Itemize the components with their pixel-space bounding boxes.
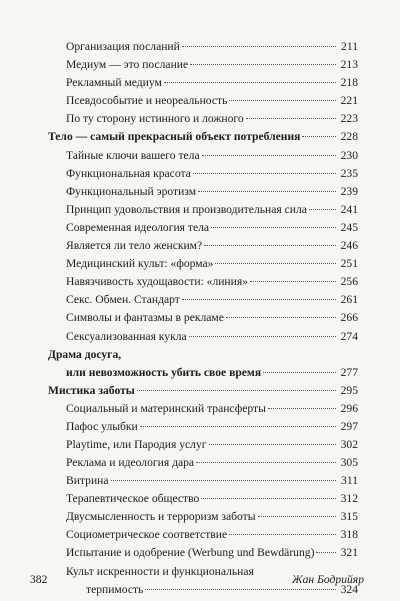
toc-section-entry (48, 275, 358, 293)
dot-leader (229, 100, 336, 101)
dot-leader (193, 173, 336, 174)
toc-page-number: 228 (340, 130, 358, 144)
toc-chapter-entry (48, 348, 358, 384)
toc-entry-label: Витрина (66, 474, 109, 488)
toc-entry-label: Тайные ключи вашего тела (66, 148, 200, 162)
toc-page-number: 311 (341, 474, 358, 488)
toc-section-entry (48, 402, 358, 420)
toc-entry-label: Испытание и одобрение (Werbung und Bewdärung) (66, 546, 315, 560)
toc-page-number: 324 (340, 582, 358, 596)
toc-section-entry (48, 474, 358, 492)
toc-entry-label: Функциональная красота (66, 166, 191, 180)
dot-leader (204, 245, 336, 246)
toc-section-entry (48, 94, 358, 112)
toc-page-number: 296 (340, 401, 358, 415)
dot-leader (202, 155, 336, 156)
toc-section-entry (48, 221, 358, 239)
toc-section-entry (48, 456, 358, 474)
toc-section-entry (48, 311, 358, 329)
toc-chapter-entry (48, 130, 358, 148)
toc-entry-label: Псевдособытие и неореальность (66, 94, 228, 108)
dot-leader (182, 299, 336, 300)
toc-section-entry (48, 112, 358, 130)
toc-page-number: 318 (340, 528, 358, 542)
toc-page-number: 246 (340, 239, 358, 253)
toc-entry-label: Социометрическое соответствие (66, 528, 228, 542)
toc-entry-label: Терапевтическое общество (66, 492, 200, 506)
dot-leader (140, 426, 336, 427)
toc-page-number: 266 (340, 311, 358, 325)
toc-section-entry (48, 58, 358, 76)
toc-section-entry (48, 76, 358, 94)
toc-section-entry (48, 40, 358, 58)
dot-leader (246, 118, 336, 119)
dot-leader (196, 462, 336, 463)
toc-entry-label: Мистика заботы (48, 383, 135, 397)
toc-page-number: 239 (340, 184, 358, 198)
toc-page-number: 218 (340, 76, 358, 90)
dot-leader (198, 191, 336, 192)
dot-leader (263, 372, 336, 373)
toc-entry-label-continued: терпимость (86, 582, 144, 596)
toc-section-entry (48, 149, 358, 167)
toc-page-number: 230 (340, 148, 358, 162)
toc-section-entry (48, 492, 358, 510)
toc-chapter-entry (48, 384, 358, 402)
dot-leader (316, 552, 336, 553)
toc-page-number: 295 (340, 383, 358, 397)
toc-entry-label: Медицинский культ: «форма» (66, 257, 214, 271)
toc-entry-label: Современная идеология тела (66, 220, 210, 234)
toc-section-entry (48, 438, 358, 456)
toc-section-entry (48, 528, 358, 546)
page-number: 382 (30, 573, 48, 586)
toc-page-number: 297 (340, 419, 358, 433)
dot-leader (215, 263, 336, 264)
toc-entry-label: По ту сторону истинного и ложного (66, 112, 244, 126)
dot-leader (229, 534, 336, 535)
toc-entry-label: Драма досуга, (48, 347, 122, 361)
dot-leader (111, 480, 337, 481)
toc-entry-label: Символы и фантазмы в рекламе (66, 311, 224, 325)
toc-section-entry (48, 185, 358, 203)
toc-page-number: 274 (340, 329, 358, 343)
toc-entry-label: Навязчивость худощавости: «линия» (66, 275, 248, 289)
toc-page-number: 305 (340, 455, 358, 469)
dot-leader (211, 227, 336, 228)
dot-leader (145, 589, 336, 590)
toc-entry-label: Двусмысленность и терроризм заботы (66, 510, 256, 524)
dot-leader (268, 408, 336, 409)
toc-section-entry (48, 330, 358, 348)
toc-entry-label: Функциональный эротизм (66, 184, 197, 198)
dot-leader (209, 444, 336, 445)
toc-section-entry (48, 239, 358, 257)
toc-page-number: 261 (340, 293, 358, 307)
toc-entry-label: Рекламный медиум (66, 76, 162, 90)
dot-leader (137, 390, 336, 391)
table-of-contents (48, 40, 358, 601)
toc-page-number: 245 (340, 220, 358, 234)
toc-entry-label: Секс. Обмен. Стандарт (66, 293, 180, 307)
toc-entry-label: Playtime, или Пародия услуг (66, 437, 207, 451)
dot-leader (201, 498, 336, 499)
toc-page-number: 315 (340, 510, 358, 524)
toc-page-number: 223 (340, 112, 358, 126)
toc-section-entry (48, 167, 358, 185)
toc-entry-label: Реклама и идеология дара (66, 455, 195, 469)
toc-entry-label: Тело — самый прекрасный объект потребления (48, 130, 301, 144)
toc-section-entry (48, 257, 358, 275)
toc-entry-label-continued: или невозможность убить свое время (66, 365, 262, 379)
toc-entry-label: Является ли тело женским? (66, 239, 203, 253)
dot-leader (309, 209, 336, 210)
dot-leader (182, 46, 336, 47)
toc-section-entry (48, 546, 358, 564)
toc-entry-label: Социальный и материнский трансферты (66, 401, 266, 415)
dot-leader (250, 281, 336, 282)
toc-entry-label: Медиум — это послание (66, 58, 189, 72)
page-footer (30, 573, 364, 586)
toc-page-number: 321 (340, 546, 358, 560)
toc-page-number: 302 (340, 437, 358, 451)
toc-page-number: 235 (340, 166, 358, 180)
dot-leader (164, 82, 336, 83)
toc-section-entry (48, 203, 358, 221)
toc-page-number: 213 (340, 58, 358, 72)
dot-leader (189, 336, 336, 337)
toc-section-entry (48, 293, 358, 311)
toc-page-number: 211 (341, 40, 358, 53)
toc-page-number: 221 (340, 94, 358, 108)
toc-entry-line (48, 366, 358, 384)
toc-page-number: 277 (340, 365, 358, 379)
toc-entry-label: Принцип удовольствия и производительная сила (66, 202, 307, 216)
toc-section-entry (48, 420, 358, 438)
toc-entry-label: Пафос улыбки (66, 419, 138, 433)
toc-page-number: 241 (340, 202, 358, 216)
toc-page-number: 251 (340, 257, 358, 271)
running-author: Жан Бодрийяр (292, 573, 364, 586)
toc-page-number: 256 (340, 275, 358, 289)
dot-leader (258, 516, 336, 517)
dot-leader (190, 64, 336, 65)
dot-leader (226, 317, 336, 318)
toc-entry-label: Сексуализованная кукла (66, 329, 187, 343)
toc-entry-line (48, 348, 358, 366)
toc-entry-label: Культ искренности и функциональная (66, 564, 254, 578)
dot-leader (302, 136, 336, 137)
toc-page-number: 312 (340, 492, 358, 506)
toc-entry-label: Организация посланий (66, 40, 180, 53)
toc-section-entry (48, 510, 358, 528)
